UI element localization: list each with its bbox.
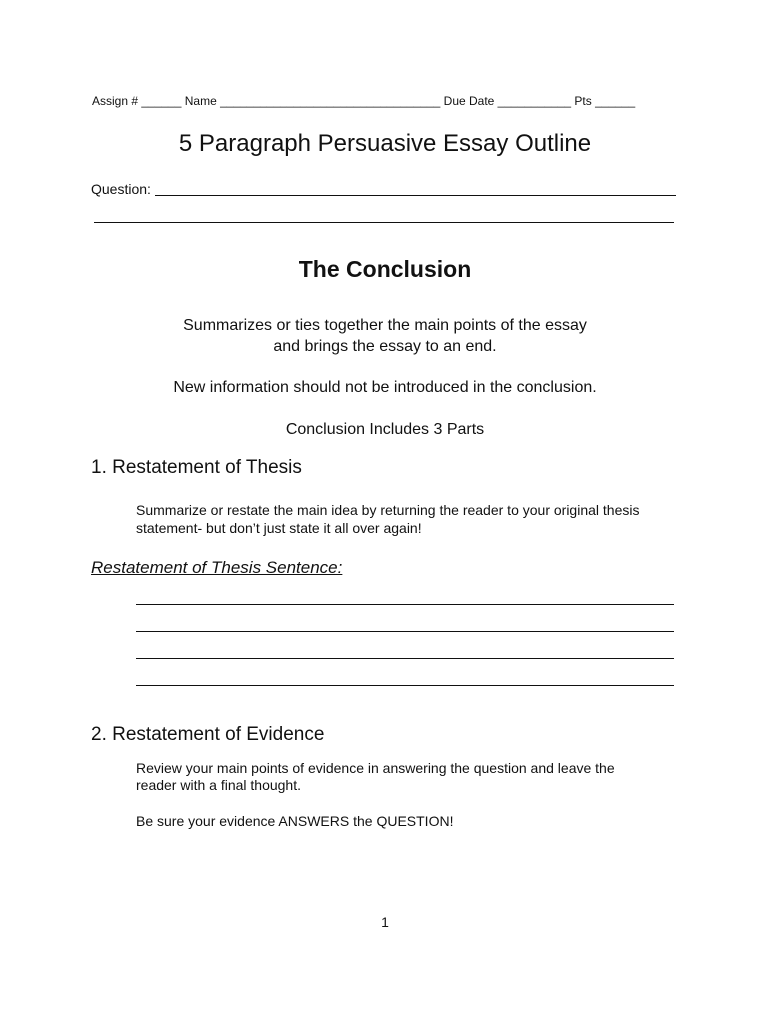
assignment-header: Assign # ______ Name _________________________________ Due Date ___________ Pts ______ (92, 94, 636, 108)
part2-body-line-1: Review your main points of evidence in answering the question and leave the (136, 760, 615, 776)
section-title: The Conclusion (298, 256, 472, 282)
evidence-note: Be sure your evidence ANSWERS the QUESTION! (136, 813, 454, 829)
thesis-answer-line-3[interactable] (136, 658, 674, 659)
part1-body-line-2: statement- but don’t just state it all over again! (136, 520, 422, 536)
question-label: Question: (91, 181, 151, 197)
page-number: 1 (381, 914, 389, 930)
part2-heading: 2. Restatement of Evidence (91, 724, 325, 745)
question-answer-line-2[interactable] (94, 222, 674, 223)
part2-body-line-2: reader with a final thought. (136, 777, 301, 793)
thesis-answer-line-2[interactable] (136, 631, 674, 632)
part1-heading: 1. Restatement of Thesis (91, 457, 302, 478)
page-title: 5 Paragraph Persuasive Essay Outline (178, 130, 592, 157)
summary-line-2: and brings the essay to an end. (273, 338, 497, 355)
thesis-sentence-label: Restatement of Thesis Sentence: (91, 558, 343, 577)
thesis-answer-line-4[interactable] (136, 685, 674, 686)
summary-line-1: Summarizes or ties together the main points of the essay (183, 317, 587, 334)
part1-body-line-1: Summarize or restate the main idea by returning the reader to your original thesis (136, 502, 640, 518)
thesis-answer-line-1[interactable] (136, 604, 674, 605)
no-new-info-note: New information should not be introduced in the conclusion. (173, 379, 597, 396)
question-answer-line-1[interactable] (155, 195, 676, 196)
parts-intro: Conclusion Includes 3 Parts (285, 421, 485, 438)
